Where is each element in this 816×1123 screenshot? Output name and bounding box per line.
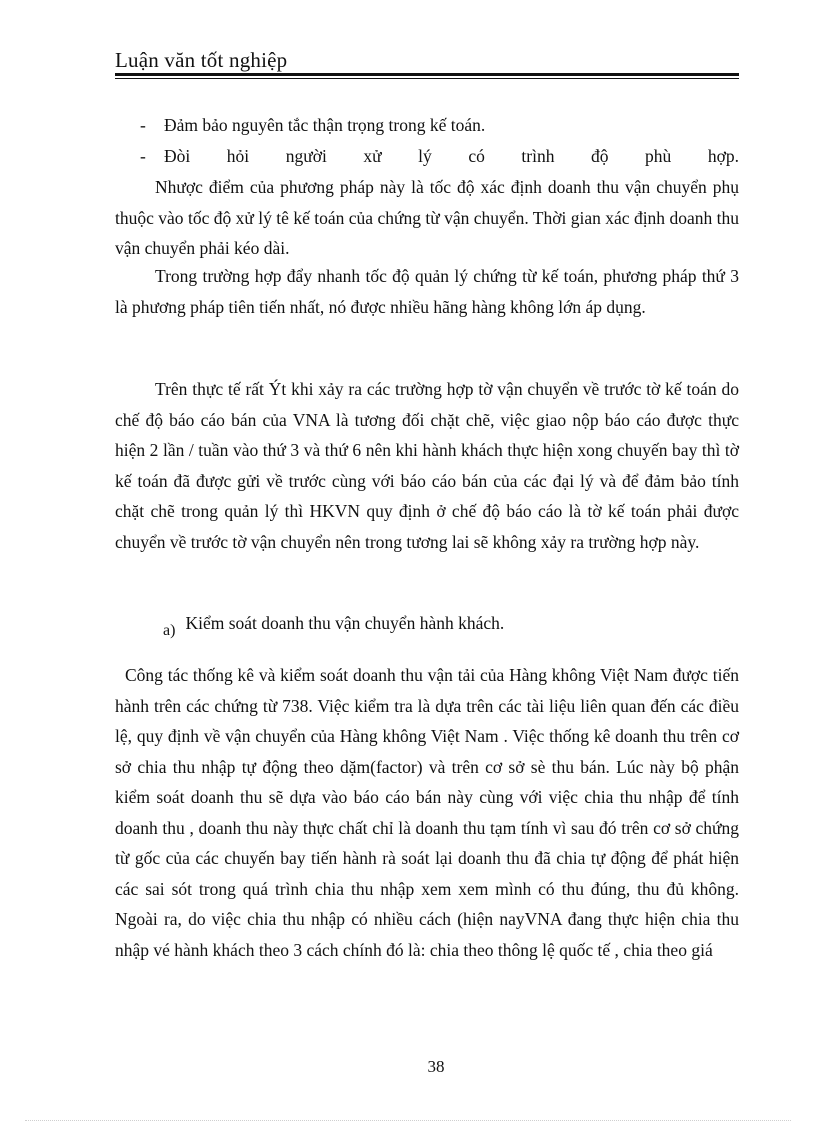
paragraph-practice: Trên thực tế rất Ýt khi xảy ra các trường hợp tờ vận chuyển về trước tờ kế toán do chế độ báo cáo bán của VNA là tương đối chặt chẽ, việc giao nộp báo cáo được thực hiện 2 lần / tuần vào thứ 3 và thứ 6 nên khi hành khách thực hiện xong chuyến bay thì tờ kế toán đã được gửi về trước cùng với báo cáo bán của các đại lý và để đảm bảo tính chặt chẽ trong quản lý thì HKVN quy định ở chế độ báo cáo là tờ kế toán phải được chuyển về trước tờ vận chuyển nên trong tương lai sẽ không xảy ra trường hợp này.: [115, 379, 739, 552]
header-rule-thick: [115, 73, 739, 76]
bullet-text: Đòi hỏi người xử lý có trình độ phù hợp.: [164, 146, 739, 166]
sub-heading: [163, 608, 504, 646]
bullet-item: [140, 141, 739, 172]
sub-heading-marker: a): [163, 622, 176, 639]
footer-divider: [25, 1120, 791, 1121]
paragraph-revenue-control: Công tác thống kê và kiểm soát doanh thu vận tải của Hàng không Việt Nam được tiến hành trên các chứng từ 738. Việc kiểm tra là dựa trên các tài liệu liên quan đến các điều lệ, quy định về vận chuyển của Hàng không Việt Nam . Việc thống kê doanh thu trên cơ sở chia thu nhập tự động theo dặm(factor) và trên cơ sở sè thu bán. Lúc này bộ phận kiểm soát doanh thu sẽ dựa vào báo cáo bán này cùng với việc chia thu nhập để tính doanh thu , doanh thu này thực chất chỉ là doanh thu tạm tính vì sau đó trên cơ sở chứng từ gốc của các chuyến bay tiến hành rà soát lại doanh thu đã chia tự động để phát hiện các sai sót trong quá trình chia thu nhập xem xem mình có thu đúng, thu đủ không. Ngoài ra, do việc chia thu nhập có nhiều cách (hiện nayVNA đang thực hiện chia thu nhập vé hành khách theo 3 cách chính đó là: chia theo thông lệ quốc tế , chia theo giá: [115, 665, 739, 960]
paragraph-method-three: Trong trường hợp đẩy nhanh tốc độ quản lý chứng từ kế toán, phương pháp thứ 3 là phương pháp tiên tiến nhất, nó được nhiều hãng hàng không lớn áp dụng.: [115, 266, 739, 317]
sub-heading-text: Kiểm soát doanh thu vận chuyển hành khách.: [185, 613, 505, 633]
header-rule-thin: [115, 78, 739, 79]
paragraph-disadvantage: Nhược điểm của phương pháp này là tốc độ xác định doanh thu vận chuyển phụ thuộc vào tốc độ xử lý tê kế toán của chứng từ vận chuyển. Thời gian xác định doanh thu vận chuyển phải kéo dài.: [115, 177, 739, 258]
bullet-text: Đảm bảo nguyên tắc thận trọng trong kế toán.: [164, 115, 486, 135]
bullet-item: [140, 110, 739, 141]
bullet-dash: -: [140, 146, 146, 166]
bullet-dash: -: [140, 115, 146, 135]
page-number: 38: [427, 1057, 445, 1076]
page-header-title: Luận văn tốt nghiệp: [115, 48, 288, 72]
